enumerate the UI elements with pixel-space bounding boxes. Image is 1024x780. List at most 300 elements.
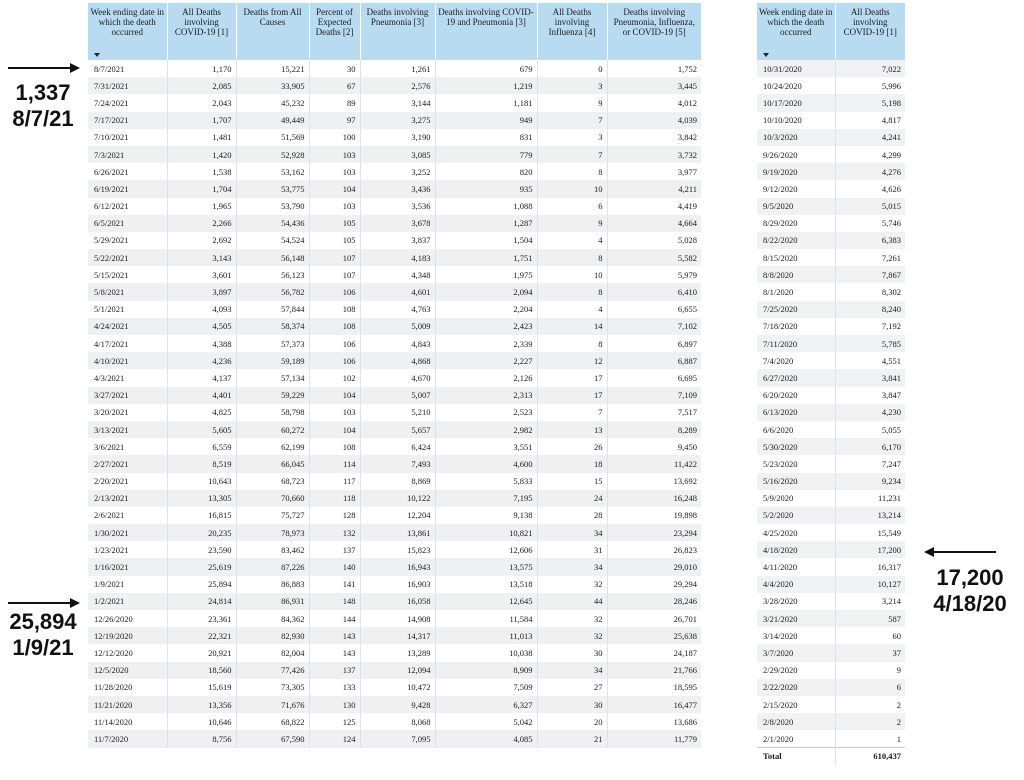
value-cell: 9,428 xyxy=(360,696,435,713)
table-row[interactable] xyxy=(88,163,701,180)
value-cell: 3,252 xyxy=(360,163,435,180)
week-ending-cell: 11/7/2020 xyxy=(88,730,167,747)
value-cell: 3,732 xyxy=(607,146,701,163)
table-row[interactable] xyxy=(88,232,701,249)
value-cell: 10 xyxy=(537,180,607,197)
value-cell: 2,523 xyxy=(435,404,537,421)
value-cell: 22,321 xyxy=(167,627,236,644)
week-ending-cell: 7/24/2021 xyxy=(88,94,167,111)
header-row xyxy=(757,3,905,60)
table-row[interactable] xyxy=(757,77,905,94)
table-row[interactable] xyxy=(88,266,701,283)
value-cell: 2,423 xyxy=(435,318,537,335)
value-cell: 1,965 xyxy=(167,198,236,215)
table-row[interactable] xyxy=(757,163,905,180)
value-cell: 20,921 xyxy=(167,644,236,661)
header-label: Deaths involving Pneumonia, Influenza, or COVID-19 [5] xyxy=(613,7,695,37)
value-cell: 6,897 xyxy=(607,335,701,352)
week-ending-cell: 7/3/2021 xyxy=(88,146,167,163)
week-ending-cell: 10/31/2020 xyxy=(757,60,835,77)
table-row[interactable] xyxy=(88,473,701,490)
table-row[interactable] xyxy=(757,524,905,541)
value-cell: 4,551 xyxy=(835,352,905,369)
table-row[interactable] xyxy=(757,369,905,386)
value-cell: 15,549 xyxy=(835,524,905,541)
value-cell: 12 xyxy=(537,352,607,369)
value-cell: 4,601 xyxy=(360,283,435,300)
table-row[interactable] xyxy=(88,421,701,438)
value-cell: 820 xyxy=(435,163,537,180)
value-cell: 28 xyxy=(537,507,607,524)
value-cell: 2,126 xyxy=(435,369,537,386)
value-cell: 82,004 xyxy=(236,644,309,661)
table-row[interactable] xyxy=(757,335,905,352)
value-cell: 60,272 xyxy=(236,421,309,438)
value-cell: 3,445 xyxy=(607,77,701,94)
table-row[interactable] xyxy=(757,730,905,747)
right-arrow-icon xyxy=(8,62,80,74)
value-cell: 7 xyxy=(537,146,607,163)
table-row[interactable] xyxy=(88,387,701,404)
sort-down-icon[interactable] xyxy=(763,53,769,57)
table-row[interactable] xyxy=(88,507,701,524)
week-ending-cell: 2/29/2020 xyxy=(757,662,835,679)
value-cell: 7 xyxy=(537,404,607,421)
table-row[interactable] xyxy=(757,490,905,507)
week-ending-cell: 1/2/2021 xyxy=(88,593,167,610)
value-cell: 23,590 xyxy=(167,541,236,558)
value-cell: 21,766 xyxy=(607,662,701,679)
col-header-covid-and-pneumonia[interactable] xyxy=(435,3,537,60)
table-row[interactable] xyxy=(757,146,905,163)
table-row[interactable] xyxy=(757,696,905,713)
week-ending-cell: 2/22/2020 xyxy=(757,679,835,696)
value-cell: 935 xyxy=(435,180,537,197)
value-cell: 124 xyxy=(309,730,360,747)
week-ending-cell: 6/19/2021 xyxy=(88,180,167,197)
value-cell: 54,524 xyxy=(236,232,309,249)
col-header-pneumonia-influenza-covid[interactable] xyxy=(607,3,701,60)
table-row[interactable] xyxy=(88,696,701,713)
value-cell: 16,903 xyxy=(360,576,435,593)
table-row[interactable] xyxy=(757,352,905,369)
table-row[interactable] xyxy=(88,558,701,575)
value-cell: 5,042 xyxy=(435,713,537,730)
table-row[interactable] xyxy=(88,146,701,163)
value-cell: 17 xyxy=(537,369,607,386)
value-cell: 27 xyxy=(537,679,607,696)
right-table-body xyxy=(757,60,905,765)
table-row[interactable] xyxy=(88,713,701,730)
value-cell: 1 xyxy=(835,730,905,747)
value-cell: 4,348 xyxy=(360,266,435,283)
value-cell: 31 xyxy=(537,541,607,558)
value-cell: 6,695 xyxy=(607,369,701,386)
week-ending-cell: 12/12/2020 xyxy=(88,644,167,661)
table-row[interactable] xyxy=(757,713,905,730)
table-row[interactable] xyxy=(88,112,701,129)
value-cell: 45,232 xyxy=(236,94,309,111)
week-ending-cell: 1/30/2021 xyxy=(88,524,167,541)
value-cell: 9 xyxy=(835,662,905,679)
value-cell: 114 xyxy=(309,455,360,472)
week-ending-cell: 2/15/2020 xyxy=(757,696,835,713)
table-row[interactable] xyxy=(88,455,701,472)
value-cell: 2,085 xyxy=(167,77,236,94)
table-row[interactable] xyxy=(757,627,905,644)
value-cell: 16,248 xyxy=(607,490,701,507)
value-cell: 104 xyxy=(309,387,360,404)
value-cell: 1,287 xyxy=(435,215,537,232)
value-cell: 3,214 xyxy=(835,593,905,610)
left-table-body xyxy=(88,60,701,748)
table-row[interactable] xyxy=(757,180,905,197)
value-cell: 1,181 xyxy=(435,94,537,111)
value-cell: 1,752 xyxy=(607,60,701,77)
header-label: Deaths involving COVID-19 and Pneumonia [3] xyxy=(438,7,534,27)
value-cell: 4,817 xyxy=(835,112,905,129)
week-ending-cell: 4/18/2020 xyxy=(757,541,835,558)
value-cell: 1,975 xyxy=(435,266,537,283)
value-cell: 102 xyxy=(309,369,360,386)
col-header-week-ending[interactable] xyxy=(757,3,835,60)
table-row[interactable] xyxy=(757,455,905,472)
table-row[interactable] xyxy=(757,266,905,283)
value-cell: 106 xyxy=(309,283,360,300)
value-cell: 108 xyxy=(309,438,360,455)
week-ending-cell: 6/5/2021 xyxy=(88,215,167,232)
week-ending-cell: 7/11/2020 xyxy=(757,335,835,352)
value-cell: 13,518 xyxy=(435,576,537,593)
table-row[interactable] xyxy=(88,524,701,541)
value-cell: 56,123 xyxy=(236,266,309,283)
value-cell: 8,756 xyxy=(167,730,236,747)
value-cell: 3,678 xyxy=(360,215,435,232)
table-row[interactable] xyxy=(88,576,701,593)
table-row[interactable] xyxy=(88,438,701,455)
week-ending-cell: 2/8/2020 xyxy=(757,713,835,730)
value-cell: 8,240 xyxy=(835,301,905,318)
value-cell: 11,231 xyxy=(835,490,905,507)
value-cell: 3 xyxy=(537,77,607,94)
week-ending-cell: 5/8/2021 xyxy=(88,283,167,300)
value-cell: 3,144 xyxy=(360,94,435,111)
value-cell: 2,094 xyxy=(435,283,537,300)
table-row[interactable] xyxy=(757,438,905,455)
table-row[interactable] xyxy=(757,60,905,77)
table-row[interactable] xyxy=(88,490,701,507)
table-row[interactable] xyxy=(757,644,905,661)
value-cell: 117 xyxy=(309,473,360,490)
value-cell: 2,043 xyxy=(167,94,236,111)
value-cell: 4,670 xyxy=(360,369,435,386)
week-ending-cell: 5/9/2020 xyxy=(757,490,835,507)
value-cell: 5,028 xyxy=(607,232,701,249)
sort-down-icon[interactable] xyxy=(94,53,100,57)
value-cell: 73,305 xyxy=(236,679,309,696)
table-row[interactable] xyxy=(88,94,701,111)
table-row[interactable] xyxy=(757,473,905,490)
table-row[interactable] xyxy=(88,129,701,146)
week-ending-cell: 7/18/2020 xyxy=(757,318,835,335)
table-row[interactable] xyxy=(88,679,701,696)
week-ending-cell: 8/29/2020 xyxy=(757,215,835,232)
table-row[interactable] xyxy=(88,369,701,386)
value-cell: 53,162 xyxy=(236,163,309,180)
table-row[interactable] xyxy=(757,558,905,575)
value-cell: 18,595 xyxy=(607,679,701,696)
table-row[interactable] xyxy=(88,283,701,300)
week-ending-cell: 3/6/2021 xyxy=(88,438,167,455)
value-cell: 4,085 xyxy=(435,730,537,747)
table-row[interactable] xyxy=(88,593,701,610)
value-cell: 1,751 xyxy=(435,249,537,266)
table-row[interactable] xyxy=(757,318,905,335)
value-cell: 57,844 xyxy=(236,301,309,318)
table-row[interactable] xyxy=(757,301,905,318)
value-cell: 4,039 xyxy=(607,112,701,129)
value-cell: 1,704 xyxy=(167,180,236,197)
week-ending-cell: 11/28/2020 xyxy=(88,679,167,696)
value-cell: 66,045 xyxy=(236,455,309,472)
value-cell: 7,192 xyxy=(835,318,905,335)
value-cell: 4,626 xyxy=(835,180,905,197)
annotation-date: 1/9/21 xyxy=(12,635,74,660)
value-cell: 108 xyxy=(309,318,360,335)
table-row[interactable] xyxy=(757,112,905,129)
week-ending-cell: 9/19/2020 xyxy=(757,163,835,180)
table-row[interactable] xyxy=(757,610,905,627)
value-cell: 34 xyxy=(537,558,607,575)
table-row[interactable] xyxy=(757,404,905,421)
week-ending-cell: 5/30/2020 xyxy=(757,438,835,455)
value-cell: 3,190 xyxy=(360,129,435,146)
table-row[interactable] xyxy=(88,404,701,421)
table-row[interactable] xyxy=(88,335,701,352)
table-row[interactable] xyxy=(88,318,701,335)
table-row[interactable] xyxy=(88,249,701,266)
table-row[interactable] xyxy=(757,249,905,266)
value-cell: 4,664 xyxy=(607,215,701,232)
value-cell: 105 xyxy=(309,232,360,249)
total-label: Total xyxy=(757,748,835,765)
value-cell: 2 xyxy=(835,713,905,730)
value-cell: 18 xyxy=(537,455,607,472)
value-cell: 6 xyxy=(537,198,607,215)
header-label: Deaths from All Causes xyxy=(243,7,302,27)
annotation-date: 4/18/20 xyxy=(933,591,1007,616)
table-row[interactable] xyxy=(757,662,905,679)
value-cell: 5,210 xyxy=(360,404,435,421)
value-cell: 2,266 xyxy=(167,215,236,232)
value-cell: 103 xyxy=(309,146,360,163)
value-cell: 4,600 xyxy=(435,455,537,472)
value-cell: 4,843 xyxy=(360,335,435,352)
table-row[interactable] xyxy=(757,198,905,215)
value-cell: 30 xyxy=(309,60,360,77)
table-row[interactable] xyxy=(757,576,905,593)
value-cell: 25,619 xyxy=(167,558,236,575)
value-cell: 16,317 xyxy=(835,558,905,575)
value-cell: 7,102 xyxy=(607,318,701,335)
col-header-covid-deaths[interactable] xyxy=(835,3,905,60)
value-cell: 11,013 xyxy=(435,627,537,644)
value-cell: 13,289 xyxy=(360,644,435,661)
table-row[interactable] xyxy=(757,283,905,300)
value-cell: 108 xyxy=(309,301,360,318)
value-cell: 37 xyxy=(835,644,905,661)
table-row[interactable] xyxy=(88,730,701,747)
value-cell: 82,930 xyxy=(236,627,309,644)
table-row[interactable] xyxy=(88,352,701,369)
table-row[interactable] xyxy=(88,77,701,94)
week-ending-cell: 8/7/2021 xyxy=(88,60,167,77)
week-ending-cell: 8/22/2020 xyxy=(757,232,835,249)
value-cell: 10 xyxy=(537,266,607,283)
header-label: Percent of Expected Deaths [2] xyxy=(315,7,354,37)
value-cell: 6,424 xyxy=(360,438,435,455)
week-ending-cell: 9/26/2020 xyxy=(757,146,835,163)
table-row[interactable] xyxy=(88,610,701,627)
table-row[interactable] xyxy=(88,627,701,644)
value-cell: 78,973 xyxy=(236,524,309,541)
value-cell: 24 xyxy=(537,490,607,507)
value-cell: 71,676 xyxy=(236,696,309,713)
value-cell: 4,299 xyxy=(835,146,905,163)
table-row[interactable] xyxy=(88,180,701,197)
left-data-table-container xyxy=(88,3,701,748)
week-ending-cell: 7/31/2021 xyxy=(88,77,167,94)
table-row[interactable] xyxy=(757,541,905,558)
table-row[interactable] xyxy=(757,94,905,111)
value-cell: 6,655 xyxy=(607,301,701,318)
table-row[interactable] xyxy=(88,60,701,77)
value-cell: 15,619 xyxy=(167,679,236,696)
value-cell: 67 xyxy=(309,77,360,94)
week-ending-cell: 1/23/2021 xyxy=(88,541,167,558)
value-cell: 2,576 xyxy=(360,77,435,94)
value-cell: 5,979 xyxy=(607,266,701,283)
value-cell: 77,426 xyxy=(236,662,309,679)
col-header-all-causes[interactable] xyxy=(236,3,309,60)
table-row[interactable] xyxy=(757,232,905,249)
value-cell: 4 xyxy=(537,301,607,318)
value-cell: 3,085 xyxy=(360,146,435,163)
value-cell: 4,419 xyxy=(607,198,701,215)
value-cell: 12,606 xyxy=(435,541,537,558)
table-row[interactable] xyxy=(757,129,905,146)
value-cell: 107 xyxy=(309,266,360,283)
value-cell: 84,362 xyxy=(236,610,309,627)
value-cell: 7,509 xyxy=(435,679,537,696)
value-cell: 5,657 xyxy=(360,421,435,438)
table-row[interactable] xyxy=(757,507,905,524)
value-cell: 4,236 xyxy=(167,352,236,369)
value-cell: 15 xyxy=(537,473,607,490)
col-header-covid-deaths[interactable] xyxy=(167,3,236,60)
col-header-pneumonia[interactable] xyxy=(360,3,435,60)
value-cell: 62,199 xyxy=(236,438,309,455)
value-cell: 32 xyxy=(537,627,607,644)
value-cell: 12,645 xyxy=(435,593,537,610)
value-cell: 29,294 xyxy=(607,576,701,593)
table-row[interactable] xyxy=(88,541,701,558)
value-cell: 16,943 xyxy=(360,558,435,575)
week-ending-cell: 4/25/2020 xyxy=(757,524,835,541)
table-row[interactable] xyxy=(757,387,905,404)
week-ending-cell: 5/15/2021 xyxy=(88,266,167,283)
week-ending-cell: 11/21/2020 xyxy=(88,696,167,713)
value-cell: 14 xyxy=(537,318,607,335)
annotation-date: 8/7/21 xyxy=(12,106,74,131)
table-row[interactable] xyxy=(757,593,905,610)
value-cell: 6,887 xyxy=(607,352,701,369)
table-row[interactable] xyxy=(88,215,701,232)
value-cell: 6,559 xyxy=(167,438,236,455)
value-cell: 15,823 xyxy=(360,541,435,558)
value-cell: 19,898 xyxy=(607,507,701,524)
value-cell: 4,241 xyxy=(835,129,905,146)
value-cell: 56,782 xyxy=(236,283,309,300)
value-cell: 4,401 xyxy=(167,387,236,404)
value-cell: 17,200 xyxy=(835,541,905,558)
value-cell: 20 xyxy=(537,713,607,730)
table-row[interactable] xyxy=(757,215,905,232)
value-cell: 4,183 xyxy=(360,249,435,266)
value-cell: 32 xyxy=(537,576,607,593)
value-cell: 6 xyxy=(835,679,905,696)
table-row[interactable] xyxy=(88,662,701,679)
value-cell: 58,374 xyxy=(236,318,309,335)
value-cell: 24,814 xyxy=(167,593,236,610)
value-cell: 58,798 xyxy=(236,404,309,421)
value-cell: 49,449 xyxy=(236,112,309,129)
value-cell: 118 xyxy=(309,490,360,507)
table-row[interactable] xyxy=(757,421,905,438)
value-cell: 10,122 xyxy=(360,490,435,507)
col-header-week-ending[interactable] xyxy=(88,3,167,60)
value-cell: 831 xyxy=(435,129,537,146)
value-cell: 14,908 xyxy=(360,610,435,627)
value-cell: 4 xyxy=(537,232,607,249)
value-cell: 7,109 xyxy=(607,387,701,404)
value-cell: 4,093 xyxy=(167,301,236,318)
table-row[interactable] xyxy=(88,644,701,661)
col-header-percent-expected[interactable] xyxy=(309,3,360,60)
col-header-influenza[interactable] xyxy=(537,3,607,60)
value-cell: 148 xyxy=(309,593,360,610)
value-cell: 679 xyxy=(435,60,537,77)
value-cell: 25,638 xyxy=(607,627,701,644)
value-cell: 8,302 xyxy=(835,283,905,300)
value-cell: 14,317 xyxy=(360,627,435,644)
value-cell: 3,897 xyxy=(167,283,236,300)
week-ending-cell: 6/20/2020 xyxy=(757,387,835,404)
value-cell: 2,982 xyxy=(435,421,537,438)
value-cell: 103 xyxy=(309,198,360,215)
week-ending-cell: 4/11/2020 xyxy=(757,558,835,575)
value-cell: 6,383 xyxy=(835,232,905,249)
table-row[interactable] xyxy=(88,301,701,318)
table-row[interactable] xyxy=(88,198,701,215)
table-row[interactable] xyxy=(757,679,905,696)
value-cell: 2 xyxy=(835,696,905,713)
annotation-apr-18 xyxy=(922,565,1018,617)
value-cell: 949 xyxy=(435,112,537,129)
week-ending-cell: 5/1/2021 xyxy=(88,301,167,318)
week-ending-cell: 5/2/2020 xyxy=(757,507,835,524)
value-cell: 86,883 xyxy=(236,576,309,593)
